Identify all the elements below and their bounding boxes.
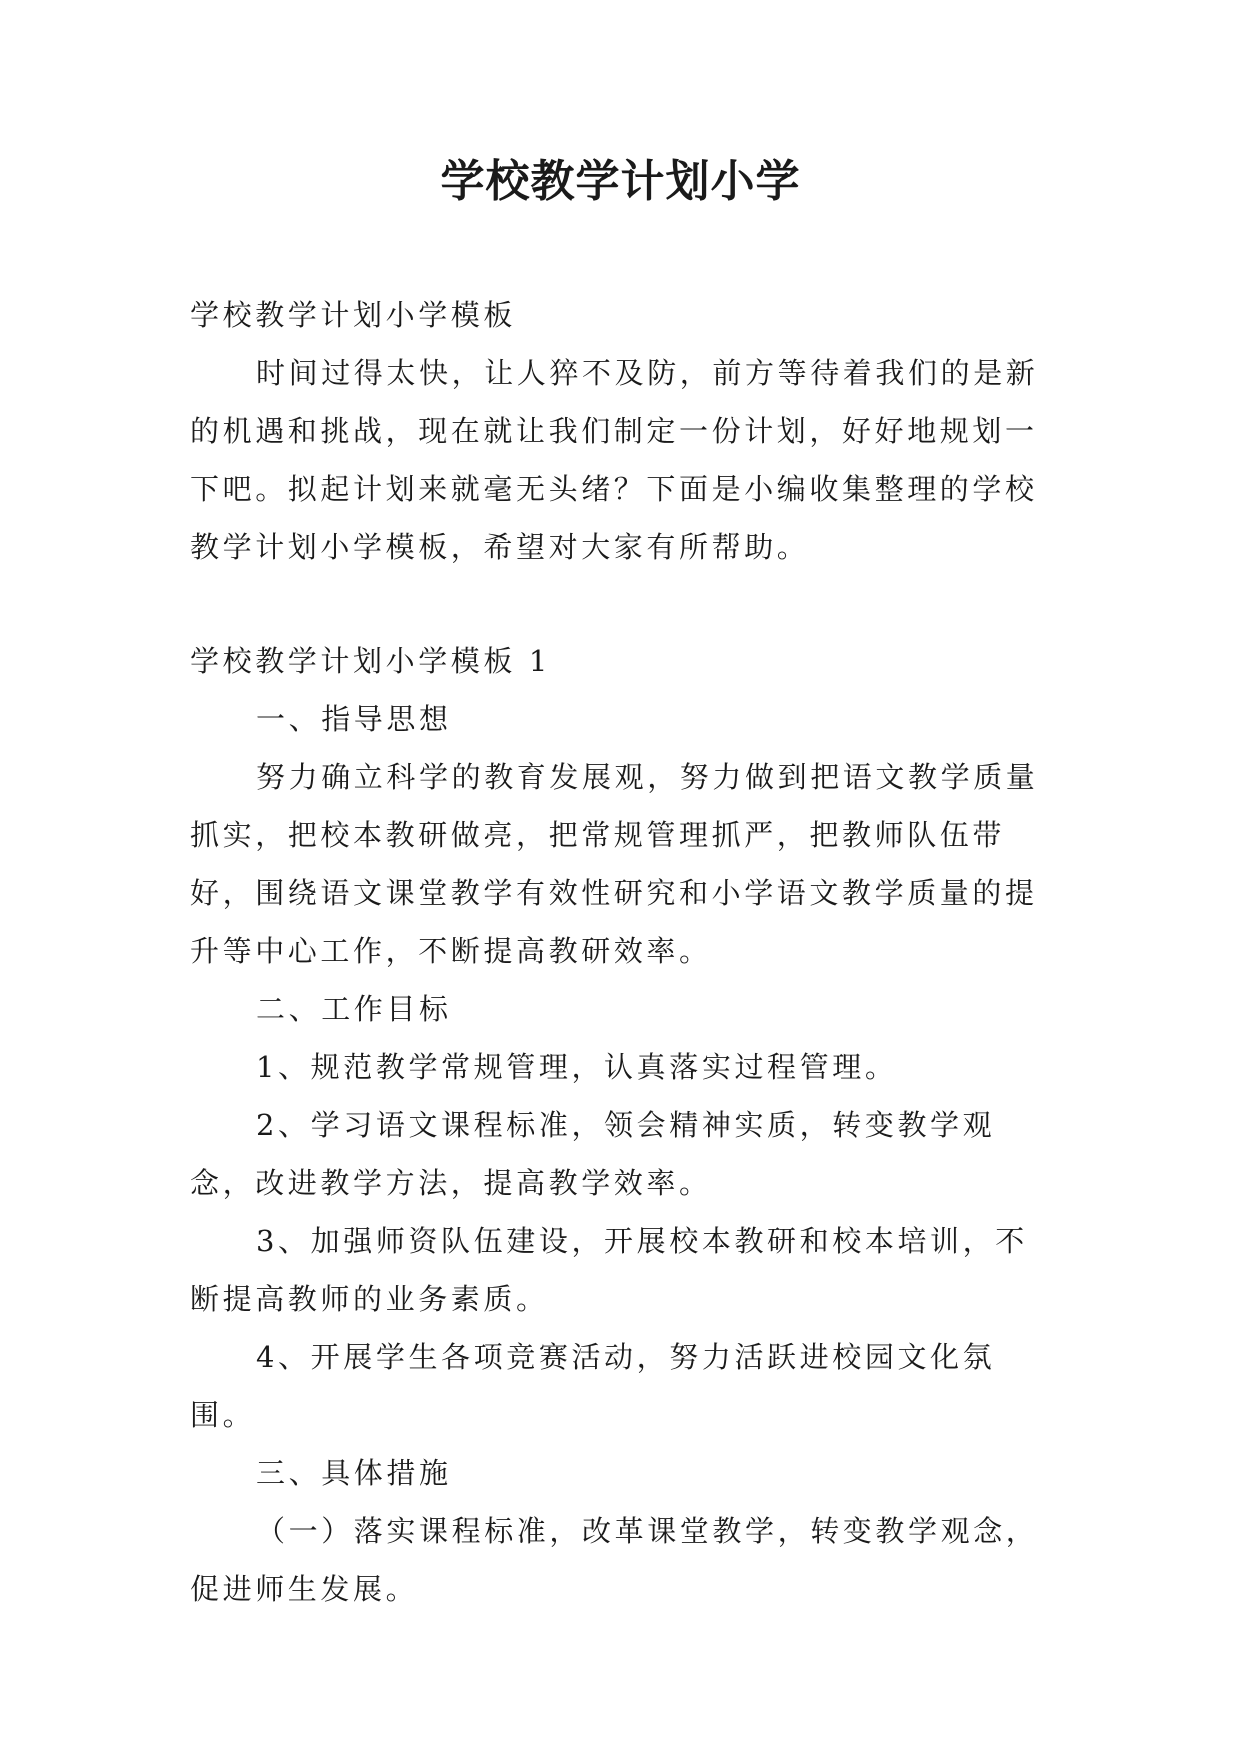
goal-item-2: 2、学习语文课程标准，领会精神实质，转变教学观念，改进教学方法，提高教学效率。 [190, 1108, 996, 1200]
heading-guiding-ideology: 一、指导思想 [256, 702, 452, 736]
goal-item-1: 1、规范教学常规管理，认真落实过程管理。 [256, 1050, 898, 1084]
heading-specific-measures: 三、具体措施 [256, 1456, 452, 1490]
heading-work-goals: 二、工作目标 [256, 992, 452, 1026]
goal-item-3: 3、加强师资队伍建设，开展校本教研和校本培训，不断提高教师的业务素质。 [190, 1224, 1028, 1316]
goal-item-4: 4、开展学生各项竞赛活动，努力活跃进校园文化氛围。 [190, 1340, 996, 1432]
section-title: 学校教学计划小学模板 1 [190, 644, 551, 678]
section-block [190, 632, 1052, 1618]
measure-item-1: （一）落实课程标准，改革课堂教学，转变教学观念，促进师生发展。 [190, 1514, 1039, 1606]
document-subtitle: 学校教学计划小学模板 [190, 298, 517, 332]
paragraph-guiding-ideology: 努力确立科学的教育发展观，努力做到把语文教学质量抓实，把校本教研做亮，把常规管理抓严，把教师队伍带好，围绕语文课堂教学有效性研究和小学语文教学质量的提升等中心工作，不断提高教研效率。 [190, 760, 1039, 968]
intro-block [190, 286, 1052, 576]
intro-paragraph: 时间过得太快，让人猝不及防，前方等待着我们的是新的机遇和挑战，现在就让我们制定一份计划，好好地规划一下吧。拟起计划来就毫无头绪？下面是小编收集整理的学校教学计划小学模板，希望对大家有所帮助。 [190, 356, 1039, 564]
document-title: 学校教学计划小学 [440, 156, 801, 207]
